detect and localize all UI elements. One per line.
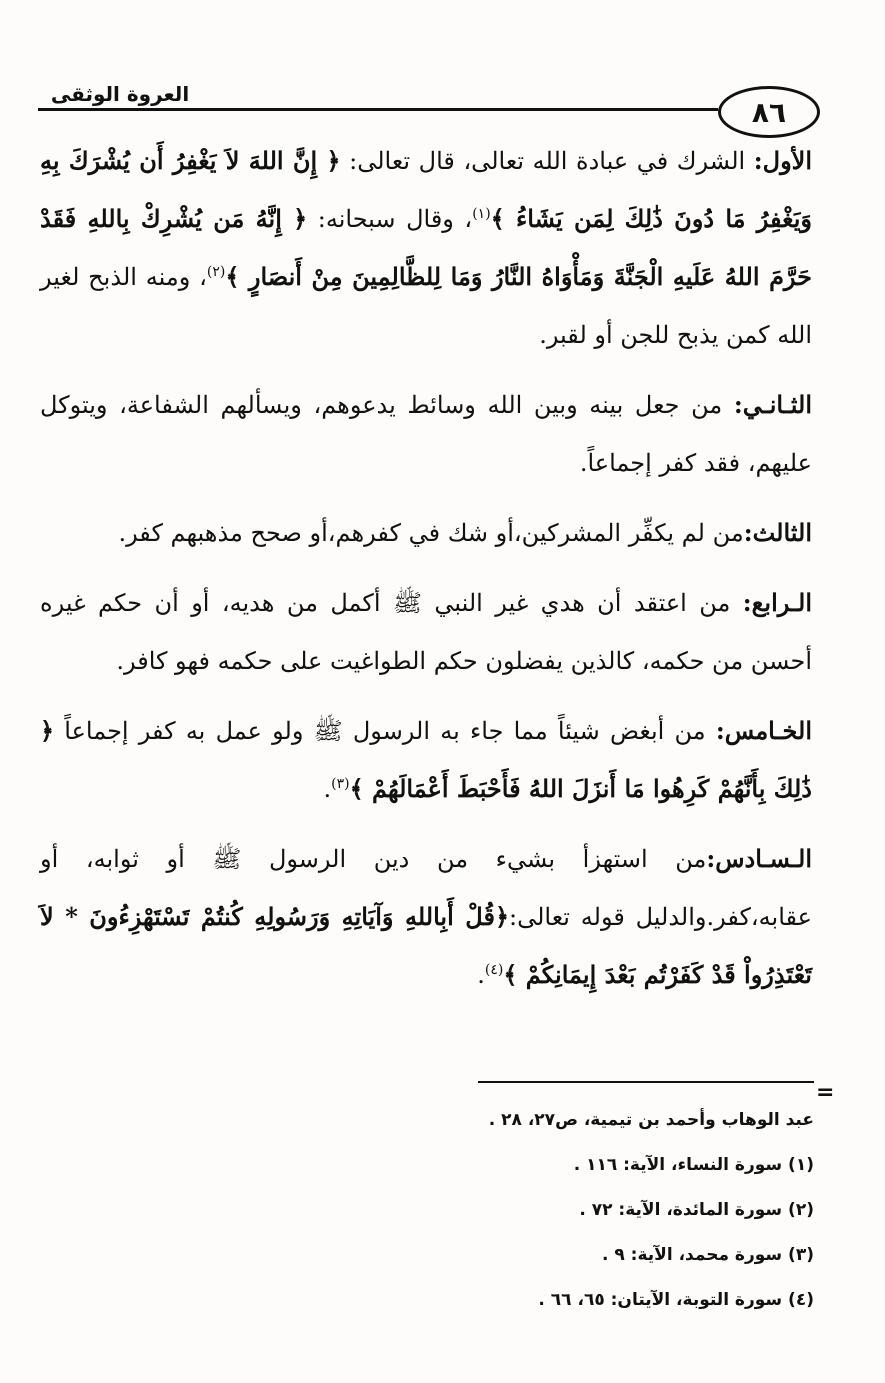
paragraph-lead: الثالث: (743, 518, 812, 547)
paragraph-text: ، ومنه الذبح لغير الله كمن يذبح للجن أو لقبر. (40, 263, 812, 349)
paragraph-fifth (40, 702, 812, 818)
paragraph-sixth (40, 830, 812, 1004)
running-header-title: العروة الوثقى (50, 82, 190, 106)
header-rule (38, 108, 718, 111)
main-text (40, 132, 812, 1016)
footnote-ref: (٣) (331, 776, 350, 792)
paragraph-text: من اعتقد أن هدي غير النبي ﷺ أكمل من هديه، أو أن حكم غيره أحسن من حكمه، كالذين يفضلون حكم الطواغيت على حكمه فهو كافر. (40, 589, 812, 675)
paragraph-lead: الـرابع: (742, 588, 812, 617)
quran-verse: ﴿قُلْ أَبِاللهِ وَآيَاتِهِ وَرَسُولِهِ كُنتُمْ تَسْتَهْزِءُونَ * لاَ تَعْتَذِرُواْ قَدْ كَفَرْتُم بَعْدَ إِيمَانِكُمْ ﴾ (40, 902, 812, 989)
paragraph-text: من أبغض شيئاً مما جاء به الرسول ﷺ ولو عمل به كفر إجماعاً (54, 717, 716, 745)
paragraph-lead: الأول: (753, 146, 813, 175)
paragraph-fourth (40, 574, 812, 690)
footnote-3: (٣) سورة محمد، الآية: ٩ . (601, 1245, 814, 1265)
footnotes (300, 1098, 814, 1323)
quran-verse: ﴿ إِنَّهُ مَن يُشْرِكْ بِاللهِ فَقَدْ حَرَّمَ اللهُ عَلَيهِ الْجَنَّةَ وَمَأْوَاهُ النَّارُ وَمَا لِلظَّالِمِينَ مِنْ أَنصَارٍ ﴾ (40, 204, 813, 291)
footnote-continuation: عبد الوهاب وأحمد بن تيمية، ص٢٧، ٢٨ . (488, 1110, 814, 1130)
page-number: ٨٦ (718, 86, 820, 138)
paragraph-text: من جعل بينه وبين الله وسائط يدعوهم، ويسألهم الشفاعة، ويتوكل عليهم، فقد كفر إجماعاً. (40, 391, 812, 477)
paragraph-first (40, 132, 812, 364)
footnote-rule (478, 1081, 814, 1083)
paragraph-text: . (323, 775, 332, 803)
paragraph-third (40, 504, 812, 562)
footnote-ref: (٢) (206, 264, 226, 280)
continuation-mark: = (816, 1080, 835, 1105)
footnote-ref: (١) (472, 206, 491, 222)
paragraph-text: ، وقال سبحانه: (307, 205, 473, 233)
quran-verse: ﴿ ذَٰلِكَ بِأَنَّهُمْ كَرِهُوا مَا أَنزَلَ اللهُ فَأَحْبَطَ أَعْمَالَهُمْ ﴾ (40, 716, 812, 803)
paragraph-lead: الـسـادس: (706, 844, 812, 873)
footnote-4: (٤) سورة التوبة، الآيتان: ٦٥، ٦٦ . (538, 1290, 814, 1310)
paragraph-lead: الثـانـي: (733, 390, 812, 419)
paragraph-second (40, 376, 812, 492)
footnote-1: (١) سورة النساء، الآية: ١١٦ . (573, 1155, 814, 1175)
paragraph-text: من استهزأ بشيء من دين الرسول ﷺ أو ثوابه، أو عقابه،كفر.والدليل قوله تعالى: (40, 845, 812, 931)
paragraph-lead: الخـامس: (715, 716, 812, 745)
paragraph-text: الشرك في عبادة الله تعالى، قال تعالى: (340, 147, 754, 175)
paragraph-text: من لم يكفِّر المشركين،أو شك في كفرهم،أو صحح مذهبهم كفر. (118, 519, 744, 547)
footnote-2: (٢) سورة المائدة، الآية: ٧٢ . (579, 1200, 814, 1220)
paragraph-text: . (477, 961, 485, 989)
footnote-ref: (٤) (484, 962, 504, 978)
quran-verse: ﴿ إِنَّ اللهَ لاَ يَغْفِرُ أَن يُشْرَكَ بِهِ وَيَغْفِرُ مَا دُونَ ذَٰلِكَ لِمَن يَشَاءُ ﴾ (40, 146, 813, 233)
